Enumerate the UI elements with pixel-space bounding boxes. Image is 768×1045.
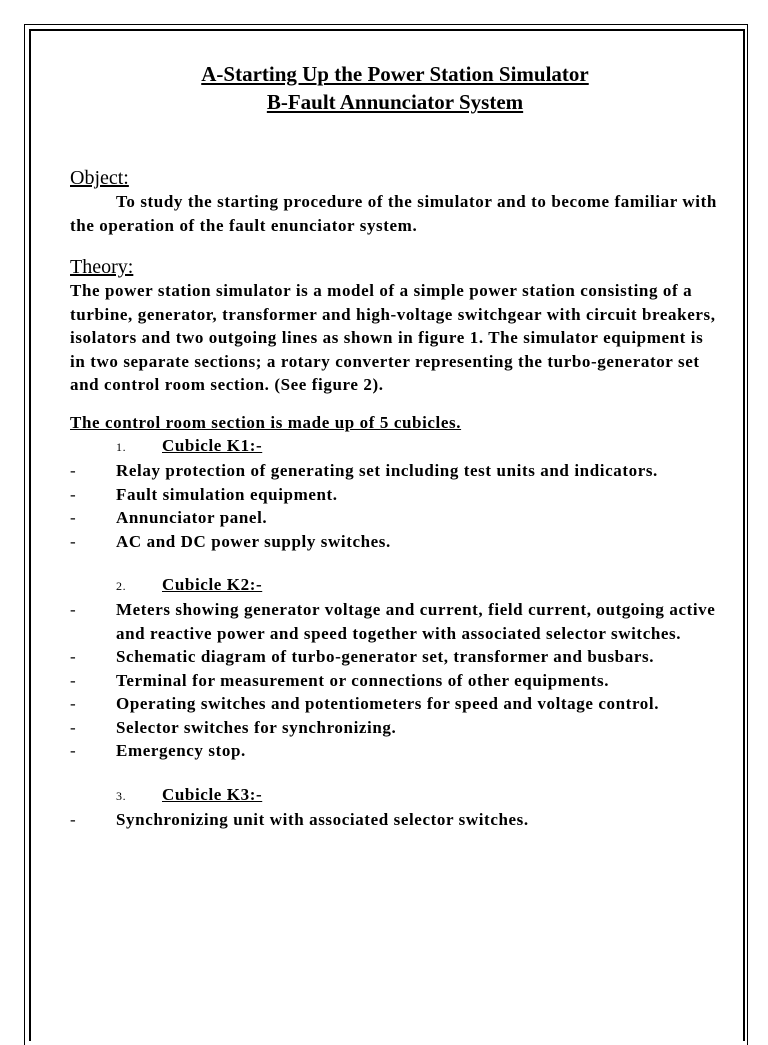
- cubicle-number: 1.: [116, 440, 127, 454]
- title-line-2: B-Fault Annunciator System: [266, 90, 524, 114]
- cubicle-number: 2.: [116, 579, 127, 593]
- cubicle-k3-heading: [70, 783, 720, 808]
- cubicle-number: 3.: [116, 788, 127, 803]
- control-room-heading: The control room section is made up of 5 cubicles.: [70, 412, 462, 432]
- document-title: [70, 60, 720, 116]
- cubicle-title: Cubicle K3:-: [162, 784, 263, 804]
- list-item: - Synchronizing unit with associated selector switches.: [70, 809, 529, 829]
- list-item: - Operating switches and potentiometers for speed and voltage control.: [70, 694, 660, 713]
- list-item: - Relay protection of generating set including test units and indicators.: [70, 461, 658, 480]
- list-item: - Schematic diagram of turbo-generator set, transformer and busbars.: [70, 647, 655, 666]
- list-item: - Annunciator panel.: [70, 508, 268, 527]
- cubicle-k2-heading: [70, 573, 720, 598]
- cubicle-k1-heading: [70, 434, 720, 459]
- cubicle-title: Cubicle K2:-: [162, 575, 263, 594]
- theory-heading: Theory:: [70, 256, 134, 278]
- document-body: [70, 60, 720, 831]
- list-item: - Meters showing generator voltage and current, field current, outgoing active and reactive power and speed together with associated selector switches.: [70, 600, 716, 643]
- title-line-1: A-Starting Up the Power Station Simulator: [201, 62, 589, 86]
- object-heading: Object:: [70, 167, 129, 189]
- theory-text: The power station simulator is a model of a simple power station consisting of a turbine, generator, transformer and high-voltage switchgear with circuit breakers, isolators and two outgoing lines as shown in figure 1. The simulator equipment is in two separate sections; a rotary converter representing the turbo-generator set and control room section. (See figure 2).: [70, 281, 716, 394]
- list-item: - Fault simulation equipment.: [70, 484, 338, 504]
- cubicle-title: Cubicle K1:-: [162, 436, 263, 455]
- list-item: - Emergency stop.: [70, 741, 246, 760]
- list-item: - Terminal for measurement or connections of other equipments.: [70, 670, 610, 690]
- list-item: - Selector switches for synchronizing.: [70, 717, 397, 737]
- object-text: To study the starting procedure of the simulator and to become familiar with the operation of the fault enunciator system.: [70, 192, 717, 235]
- list-item: - AC and DC power supply switches.: [70, 531, 391, 551]
